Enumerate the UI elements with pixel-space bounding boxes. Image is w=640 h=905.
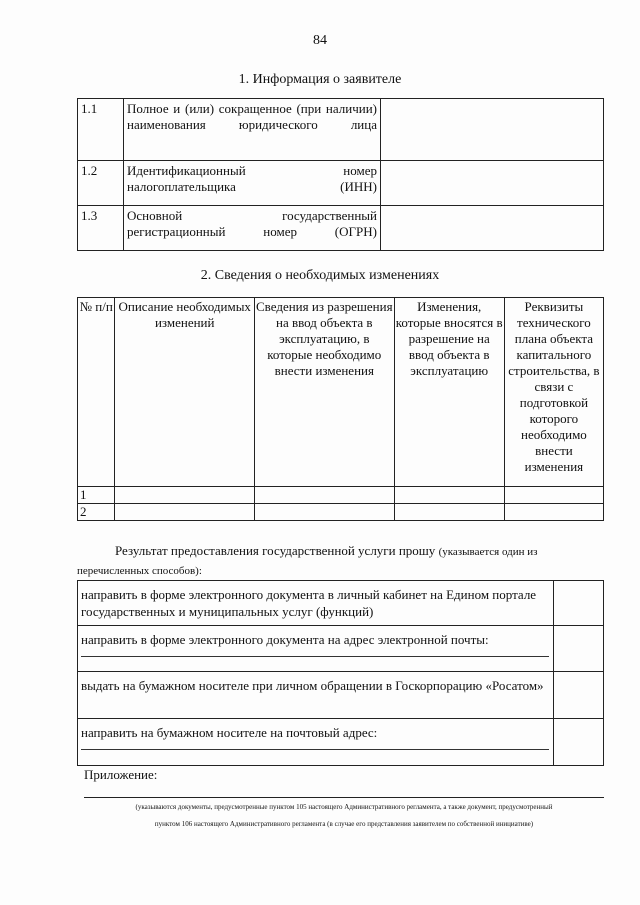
attachment-footnote <box>84 799 604 833</box>
option-row <box>78 626 604 672</box>
header-permit-info: Сведения из разрешения на ввод объекта в эксплуатацию, в которые необходимо внести изменения <box>255 298 395 487</box>
value-cell[interactable] <box>381 206 604 251</box>
cell[interactable] <box>504 487 603 504</box>
cell[interactable] <box>255 504 395 521</box>
delivery-options-table <box>77 580 604 766</box>
attachment-line[interactable] <box>84 797 604 798</box>
option-label: выдать на бумажном носителе при личном обращении в Госкорпорацию «Росатом» <box>78 672 554 719</box>
table-row <box>78 504 604 521</box>
result-note: (указывается один из <box>438 546 538 558</box>
row-label: Основной государственный регистрационный номер (ОГРН) <box>124 206 381 251</box>
row-label: Полное и (или) сокращенное (при наличии) наименования юридического лица <box>124 99 381 161</box>
result-request-text <box>77 542 605 580</box>
address-fill-line[interactable] <box>81 741 549 750</box>
row-label: Идентификационный номер налогоплательщика (ИНН) <box>124 161 381 206</box>
cell[interactable] <box>394 504 504 521</box>
value-cell[interactable] <box>381 99 604 161</box>
email-fill-line[interactable] <box>81 648 549 657</box>
option-checkbox[interactable] <box>554 626 604 672</box>
cell[interactable] <box>255 487 395 504</box>
section2-title: 2. Сведения о необходимых изменениях <box>200 268 440 283</box>
option-label: направить в форме электронного документа на адрес электронной почты: <box>78 626 554 672</box>
option-row <box>78 581 604 626</box>
result-main: Результат предоставления государственной услуги прошу <box>115 543 436 558</box>
table-row <box>78 206 604 251</box>
page-number: 84 <box>313 33 327 48</box>
table-row <box>78 99 604 161</box>
footnote-line: пунктом 106 настоящего Административного регламента (в случае его представления заявителем по собственной инициативе) <box>154 820 534 828</box>
header-changes: Изменения, которые вносятся в разрешение на ввод объекта в эксплуатацию <box>394 298 504 487</box>
result-note-cont: перечисленных способов): <box>77 565 202 577</box>
header-description: Описание необходимых изменений <box>115 298 255 487</box>
row-number: 2 <box>78 504 115 521</box>
cell[interactable] <box>115 487 255 504</box>
option-label: направить в форме электронного документа в личный кабинет на Едином портале государственных и муниципальных услуг (функций) <box>78 581 554 626</box>
section1-title: 1. Информация о заявителе <box>238 72 402 87</box>
row-number: 1 <box>78 487 115 504</box>
option-checkbox[interactable] <box>554 581 604 626</box>
row-number: 1.2 <box>78 161 124 206</box>
footnote-line: (указываются документы, предусмотренные пунктом 105 настоящего Административного регламента, а также документ, предусмотренный <box>135 803 553 811</box>
header-tech-plan: Реквизиты технического плана объекта капитального строительства, в связи с подготовкой которого необходимо внести изменения <box>504 298 603 487</box>
cell[interactable] <box>115 504 255 521</box>
applicant-info-table <box>77 98 604 251</box>
header-number: № п/п <box>78 298 115 487</box>
table-row <box>78 487 604 504</box>
value-cell[interactable] <box>381 161 604 206</box>
table-header-row <box>78 298 604 487</box>
changes-table <box>77 297 604 521</box>
table-row <box>78 161 604 206</box>
option-label: направить на бумажном носителе на почтовый адрес: <box>78 719 554 766</box>
cell[interactable] <box>504 504 603 521</box>
cell[interactable] <box>394 487 504 504</box>
attachment-label: Приложение: <box>84 767 158 782</box>
row-number: 1.3 <box>78 206 124 251</box>
row-number: 1.1 <box>78 99 124 161</box>
option-row <box>78 719 604 766</box>
option-row <box>78 672 604 719</box>
option-checkbox[interactable] <box>554 719 604 766</box>
option-checkbox[interactable] <box>554 672 604 719</box>
